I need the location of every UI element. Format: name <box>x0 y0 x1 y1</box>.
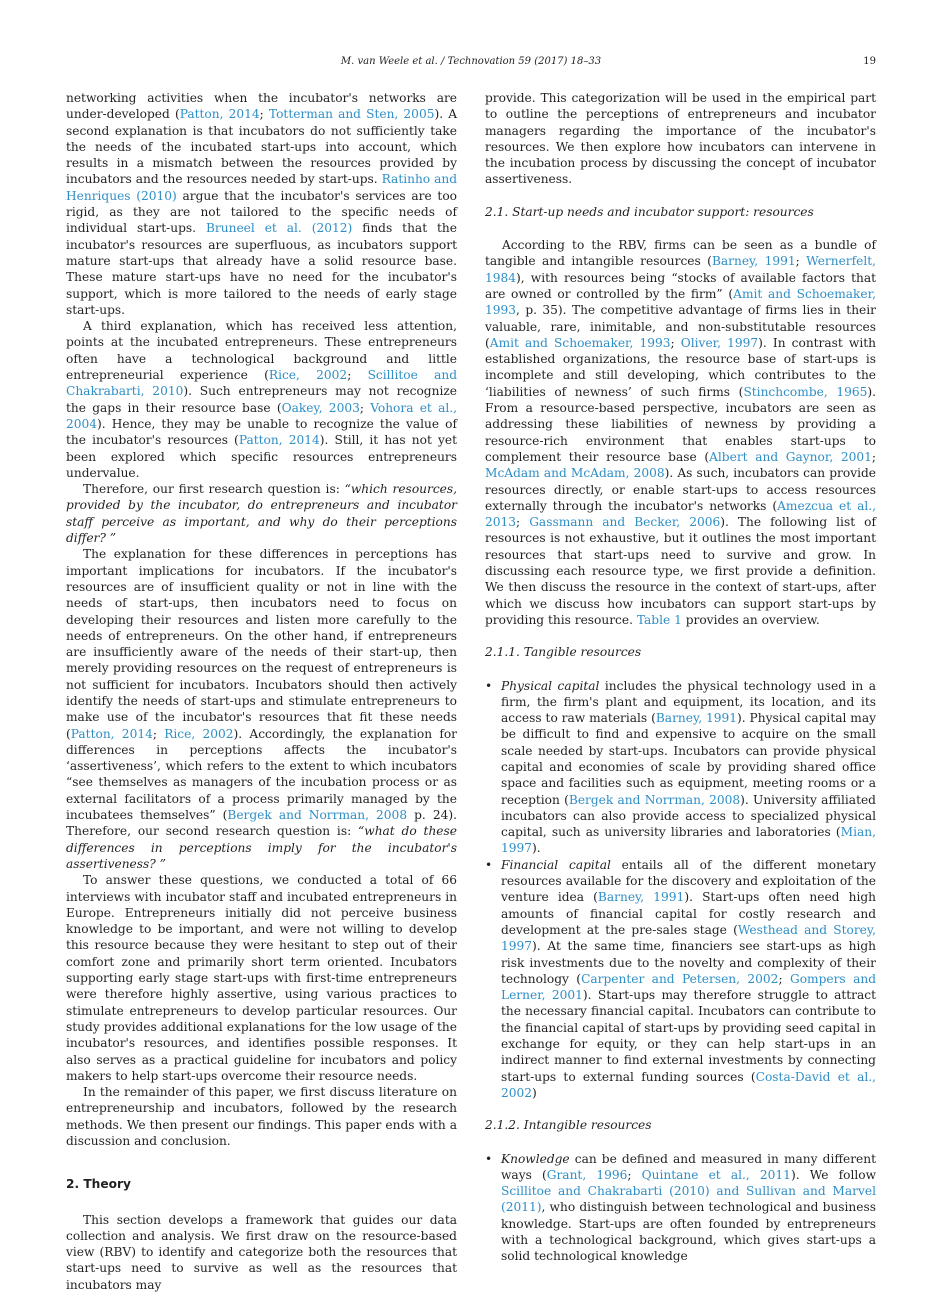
paragraph: The explanation for these differences in perceptions has important implications for incubators. If the incubator's resources are of insufficient quality or not in line with the needs of start-ups, then incubators need to focus on developing their resources and listen more carefully to the needs of entrepreneurs. On the other hand, if entrepreneurs are insufficiently aware of the needs of their start-up, then merely providing resources on the request of entrepreneurs is not sufficient for incubators. Incubators should then actively identify the needs of start-ups and stimulate entrepreneurs to make use of the incubator's resources that fit these needs (Patton, 2014; Rice, 2002). Accordingly, the explanation for differences in perceptions affects the incubator's ‘assertiveness’, which refers to the extent to which incubators “see themselves as managers of the incubation process or as external facilitators of a process primarily managed by the incubatees themselves” (Bergek and Norrman, 2008 p. 24). Therefore, our second research question is: “what do these differences in perceptions imply for the incubator's assertiveness? ” <box>66 547 457 871</box>
citation-link[interactable]: McAdam and McAdam, 2008 <box>485 466 665 481</box>
citation-link[interactable]: Amit and Schoemaker, 1993 <box>485 286 876 318</box>
subsection-heading-2-1-1: 2.1.1. Tangible resources <box>485 645 642 660</box>
subsection-heading-2-1: 2.1. Start-up needs and incubator support: resources <box>485 204 814 219</box>
citation-link[interactable]: Gassmann and Becker, 2006 <box>529 515 721 530</box>
citation-link[interactable]: Amit and Schoemaker, 1993 <box>489 335 671 350</box>
list-item: • Physical capital includes the physical technology used in a firm, the firm's plant and equipment, its location, and its access to raw materials (Barney, 1991). Physical capital may be difficult to find and expensive to acquire on the small scale needed by start-ups. Incubators can provide physical capital and economies of scale by providing shared office space and facilities such as equipment, meeting rooms or a reception (Bergek and Norrman, 2008). University affiliated incubators can also provide access to specialized physical capital, such as university libraries and laboratories (Mian, 1997). <box>485 678 876 857</box>
citation-link[interactable]: Costa-David et al., 2002 <box>501 1069 876 1100</box>
left-column <box>66 90 457 1293</box>
citation-link[interactable]: Patton, 2014 <box>238 433 320 448</box>
citation-link[interactable]: Bergek and Norrman, 2008 <box>227 808 408 823</box>
page-number: 19 <box>863 56 876 67</box>
citation-link[interactable]: Carpenter and Petersen, 2002 <box>581 971 779 986</box>
citation-link[interactable]: Stinchcombe, 1965 <box>743 384 868 399</box>
citation-link[interactable]: Rice, 2002 <box>268 368 348 383</box>
citation-link[interactable]: Patton, 2014 <box>70 726 153 741</box>
citation-link[interactable]: Totterman and Sten, 2005 <box>268 107 435 122</box>
citation-link[interactable]: Barney, 1991 <box>711 254 796 269</box>
table-link[interactable]: Table 1 <box>636 612 682 627</box>
citation-link[interactable]: Mian, 1997 <box>501 825 876 856</box>
paragraph: In the remainder of this paper, we first discuss literature on entrepreneurship and incubators, followed by the research methods. We then present our findings. This paper ends with a discussion and conclusion. <box>66 1085 457 1148</box>
subsection-heading-2-1-2: 2.1.2. Intangible resources <box>485 1118 652 1133</box>
page-header <box>66 56 876 72</box>
paragraph: According to the RBV, firms can be seen as a bundle of tangible and intangible resources (Barney, 1991; Wernerfelt, 1984), with resources being “stocks of available factors that are owned or controlled by the firm” (Amit and Schoemaker, 1993, p. 35). The competitive advantage of firms lies in their valuable, rare, inimitable, and non-substitutable resources (Amit and Schoemaker, 1993; Oliver, 1997). In contrast with established organizations, the resource base of start-ups is incomplete and still developing, which contributes to the ‘liabilities of newness’ of such firms (Stinchcombe, 1965). From a resource-based perspective, incubators are seen as addressing these liabilities of newness by providing a resource-rich environment that enables start-ups to complement their resource base (Albert and Gaynor, 2001; McAdam and McAdam, 2008). As such, incubators can provide resources directly, or enable start-ups to access resources externally through the incubator's networks (Amezcua et al., 2013; Gassmann and Becker, 2006). The following list of resources is not exhaustive, but it outlines the most important resources that start-ups need to survive and grow. In discussing each resource type, we first provide a definition. We then discuss the resource in the context of start-ups, after which we discuss how incubators can support start-ups by providing this resource. Table 1 provides an overview. <box>485 238 877 627</box>
citation-link[interactable]: Amezcua et al., 2013 <box>485 498 877 530</box>
citation-link[interactable]: Barney, 1991 <box>655 711 738 726</box>
paragraph: A third explanation, which has received less attention, points at the incubated entrepreneurs. These entrepreneurs often have a technological background and little entrepreneurial experience (Rice, 2002; Scillitoe and Chakrabarti, 2010). Such entrepreneurs may not recognize the gaps in their resource base (Oakey, 2003; Vohora et al., 2004). Hence, they may be unable to recognize the value of the incubator's resources (Patton, 2014). Still, it has not yet been explored which specific resources entrepreneurs undervalue. <box>66 319 457 480</box>
citation-link[interactable]: Albert and Gaynor, 2001 <box>709 449 872 464</box>
citation-link[interactable]: Scillitoe and Chakrabarti, 2010 <box>66 368 457 399</box>
right-column <box>485 90 876 1265</box>
citation-link[interactable]: Patton, 2014 <box>179 107 260 122</box>
list-item: • Knowledge can be defined and measured in many different ways (Grant, 1996; Quintane et al., 2011). We follow Scillitoe and Chakrabarti (2010) and Sullivan and Marvel (2011), who distinguish between technological and business knowledge. Start-ups are often founded by entrepreneurs with a technological background, which gives start-ups a solid technological knowledge <box>485 1151 876 1265</box>
intangible-resources-list <box>485 1151 876 1265</box>
tangible-resources-list <box>485 678 876 1102</box>
citation-link[interactable]: Barney, 1991 <box>597 890 685 905</box>
research-question-1: Therefore, our first research question is: “which resources, provided by the incubator, do entrepreneurs and incubator staff perceive as important, and why do their perceptions differ? ” <box>66 482 457 546</box>
citation-link[interactable]: Oakey, 2003 <box>281 400 360 415</box>
citation-link[interactable]: Wernerfelt, 1984 <box>485 254 877 285</box>
citation-link[interactable]: Quintane et al., 2011 <box>641 1167 791 1182</box>
list-item: • Financial capital entails all of the different monetary resources available for the discovery and exploitation of the venture idea (Barney, 1991). Start-ups often need high amounts of financial capital for costly research and development at the pre-sales stage (Westhead and Storey, 1997). At the same time, financiers see start-ups as high risk investments due to the novelty and complexity of their technology (Carpenter and Petersen, 2002; Gompers and Lerner, 2001). Start-ups may therefore struggle to attract the necessary financial capital. Incubators can contribute to the financial capital of start-ups by providing seed capital in exchange for equity, or they can help start-ups in an indirect manner to find external investments by connecting start-ups to external funding sources (Costa-David et al., 2002) <box>485 857 876 1101</box>
paragraph: provide. This categorization will be used in the empirical part to outline the perceptions of entrepreneurs and incubator managers regarding the importance of the incubator's resources. We then explore how incubators can intervene in the incubation process by discussing the concept of incubator assertiveness. <box>485 91 876 187</box>
paragraph: This section develops a framework that guides our data collection and analysis. We first draw on the resource-based view (RBV) to identify and categorize both the resources that start-ups need to survive as well as the resources that incubators may <box>66 1212 457 1292</box>
citation-link[interactable]: Vohora et al., 2004 <box>66 400 457 431</box>
paragraph: To answer these questions, we conducted a total of 66 interviews with incubator staff and incubated entrepreneurs in Europe. Entrepreneurs initially did not perceive business knowledge to be important, and were not willing to develop this resource because they were hesitant to step out of their comfort zone and primarily short term oriented. Incubators supporting early stage start-ups with first-time entrepreneurs were therefore highly assertive, using various practices to stimulate entrepreneurs to develop particular resources. Our study provides additional explanations for the low usage of the incubator's resources, and identifies possible responses. It also serves as a practical guideline for incubators and policy makers to help start-ups overcome their resource needs. <box>66 873 457 1083</box>
citation-link[interactable]: Bruneel et al. (2012) <box>205 221 353 236</box>
citation-link[interactable]: Grant, 1996 <box>546 1167 628 1182</box>
citation-link[interactable]: Westhead and Storey, 1997 <box>501 922 876 954</box>
citation-link[interactable]: Ratinho and Henriques (2010) <box>66 172 457 203</box>
section-heading-theory: 2. Theory <box>66 1177 131 1192</box>
citation-link[interactable]: Rice, 2002 <box>164 726 234 741</box>
citation-link[interactable]: Scillitoe and Chakrabarti (2010) and Sullivan and Marvel (2011) <box>501 1184 876 1215</box>
citation-link[interactable]: Oliver, 1997 <box>680 335 759 350</box>
citation-link[interactable]: Gompers and Lerner, 2001 <box>501 971 877 1003</box>
running-head: M. van Weele et al. / Technovation 59 (2017) 18–33 <box>340 56 602 67</box>
citation-link[interactable]: Bergek and Norrman, 2008 <box>568 792 741 807</box>
paragraph: networking activities when the incubator's networks are under-developed (Patton, 2014; Totterman and Sten, 2005). A second explanation is that incubators do not sufficiently take the needs of the incubated start-ups into account, which results in a mismatch between the resources provided by incubators and the resources needed by start-ups. Ratinho and Henriques (2010) argue that the incubator's services are too rigid, as they are not tailored to the specific needs of individual start-ups. Bruneel et al. (2012) finds that the incubator's resources are superfluous, as incubators support mature start-ups that already have a solid resource base. These mature start-ups have no need for the incubator's support, which is more tailored to the needs of early stage start-ups. <box>66 91 458 317</box>
